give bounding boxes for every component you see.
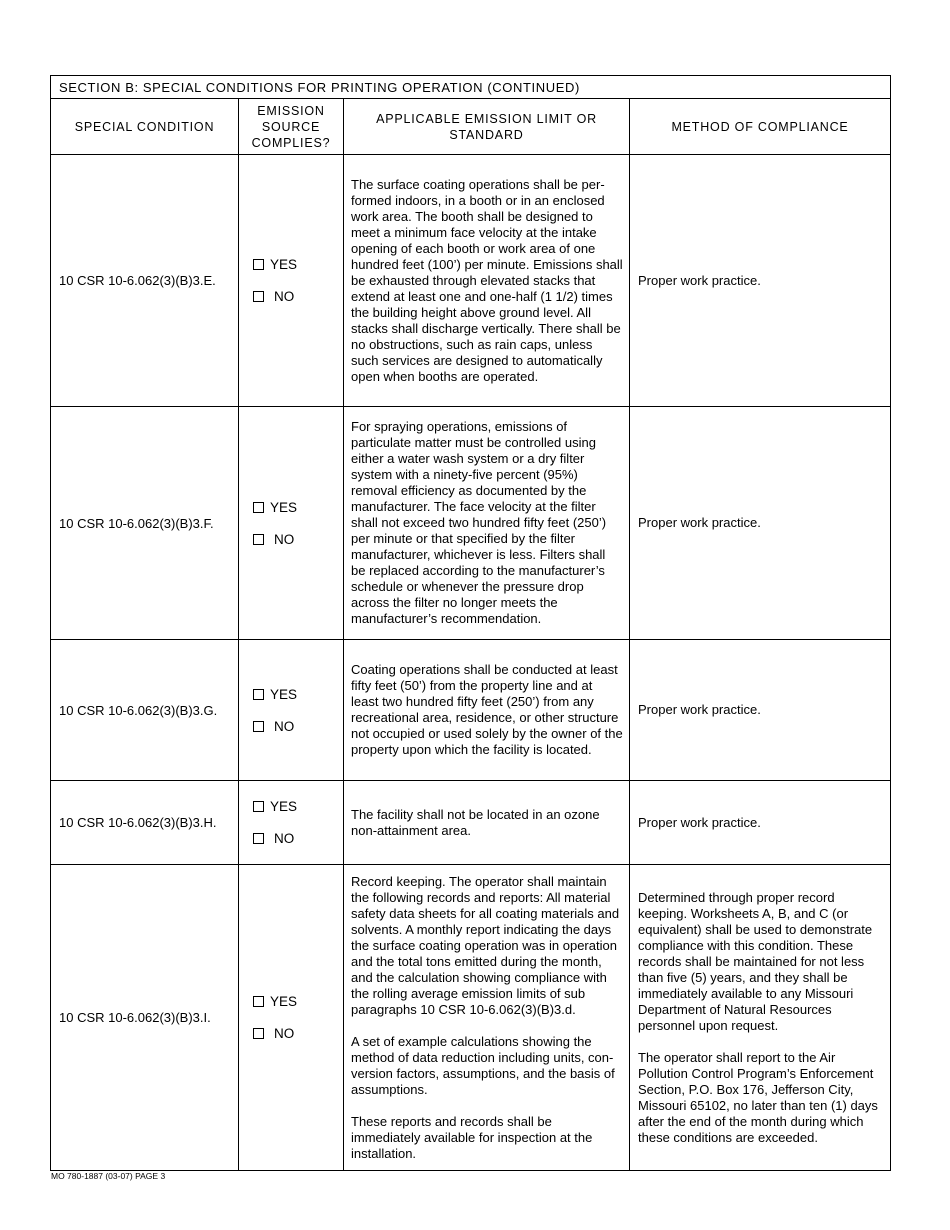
header-applicable-standard: APPLICABLE EMISSION LIMIT OR STANDARD (344, 99, 630, 155)
no-option[interactable] (253, 1026, 343, 1042)
standard-paragraph: The surface coating operations shall be per-formed indoors, in a booth or in an enclosed work area. The booth shall be designed to meet a minimum face velocity at the intake opening of each booth or work area of one hundred feet (100’) per minute. Emissions shall be exhausted through elevated stacks that extend at least one and one-half (1 1/2) times the building height above ground level. All stacks shall discharge vertically. There shall be no obstructions, such as rain caps, unless such services are designed to automatically open when booths are operated. (351, 176, 623, 384)
special-condition-cell: 10 CSR 10-6.062(3)(B)3.G. (51, 640, 239, 781)
yes-checkbox[interactable] (253, 259, 264, 270)
method-of-compliance-cell (630, 865, 891, 1171)
special-condition-cell: 10 CSR 10-6.062(3)(B)3.I. (51, 865, 239, 1171)
standard-paragraph: Record keeping. The operator shall maintain the following records and reports: All material safety data sheets for all coating materials and solvents. A monthly report indicating the days the surface coating operation was in operation and the total tons emitted during the month, and the calculation showing compliance with the rolling average emission limits of sub paragraphs 10 CSR 10-6.062(3)(B)3.d. (351, 873, 620, 1017)
method-paragraph: Proper work practice. (638, 515, 761, 530)
complies-cell (239, 640, 344, 781)
section-title: SECTION B: SPECIAL CONDITIONS FOR PRINTING OPERATION (CONTINUED) (51, 76, 891, 99)
no-checkbox[interactable] (253, 534, 264, 545)
no-label: NO (274, 289, 295, 304)
no-option[interactable] (253, 718, 343, 734)
no-label: NO (274, 531, 295, 547)
complies-cell (239, 155, 344, 407)
standard-paragraph: For spraying operations, emissions of particulate matter must be controlled using either a water wash system or a dry filter system with a ninety-five percent (95%) removal efficiency as documented by the manufacturer. The face velocity at the filter shall not exceed two hundred fifty feet (250’) per minute or that specified by the filter manufacturer, whichever is less. Filters shall be replaced according to the manufacturer’s schedule or whenever the pressure drop across the filter no longer meets the manufacturer’s recommendation. (351, 419, 607, 626)
applicable-standard-cell (344, 155, 630, 407)
no-checkbox[interactable] (253, 1028, 264, 1039)
condition-row (51, 640, 891, 781)
special-conditions-table (50, 75, 891, 1171)
form-footer: MO 780-1887 (03-07) PAGE 3 (51, 1171, 166, 1181)
standard-paragraph: These reports and records shall be immediately available for inspection at the installation. (351, 1113, 593, 1161)
yes-option[interactable] (253, 994, 343, 1010)
yes-label: YES (270, 799, 298, 814)
complies-cell (239, 407, 344, 640)
yes-checkbox[interactable] (253, 689, 264, 700)
no-option[interactable] (253, 289, 343, 305)
special-condition-cell: 10 CSR 10-6.062(3)(B)3.E. (51, 155, 239, 407)
yes-label: YES (270, 994, 298, 1009)
method-of-compliance-cell (630, 155, 891, 407)
yes-option[interactable] (253, 499, 343, 515)
method-paragraph: The operator shall report to the Air Pollution Control Program’s Enforcement Section, P.O. Box 176, Jefferson City, Missouri 65102, no later than ten (1) days after the end of the month during which these conditions are exceeded. (638, 1049, 878, 1145)
method-of-compliance-cell (630, 781, 891, 865)
special-condition-cell: 10 CSR 10-6.062(3)(B)3.H. (51, 781, 239, 865)
method-of-compliance-cell (630, 640, 891, 781)
no-label: NO (274, 1026, 295, 1041)
applicable-standard-cell (344, 640, 630, 781)
method-of-compliance-cell (630, 407, 891, 640)
applicable-standard-cell (344, 407, 630, 640)
no-label: NO (274, 718, 295, 734)
standard-paragraph: The facility shall not be located in an ozone non-attainment area. (351, 806, 600, 838)
yes-option[interactable] (253, 686, 343, 702)
condition-row (51, 781, 891, 865)
yes-option[interactable] (253, 257, 343, 273)
header-method-of-compliance: METHOD OF COMPLIANCE (630, 99, 891, 155)
yes-checkbox[interactable] (253, 996, 264, 1007)
no-checkbox[interactable] (253, 291, 264, 302)
yes-checkbox[interactable] (253, 502, 264, 513)
no-label: NO (274, 831, 295, 846)
method-paragraph: Determined through proper record keeping. Worksheets A, B, and C (or equivalent) shall be used to demonstrate compliance with this condition. These records shall be maintained for not less than five (5) years, and they shall be immediately available to any Missouri Department of Natural Resources personnel upon request. (638, 889, 873, 1033)
yes-label: YES (270, 499, 298, 515)
header-emission-source-complies: EMISSION SOURCE COMPLIES? (239, 99, 344, 155)
yes-label: YES (270, 686, 298, 702)
method-paragraph: Proper work practice. (638, 814, 761, 830)
yes-label: YES (270, 257, 298, 272)
no-option[interactable] (253, 831, 343, 847)
complies-cell (239, 865, 344, 1171)
applicable-standard-cell (344, 781, 630, 865)
condition-row (51, 155, 891, 407)
no-checkbox[interactable] (253, 833, 264, 844)
header-special-condition: SPECIAL CONDITION (51, 99, 239, 155)
special-condition-cell: 10 CSR 10-6.062(3)(B)3.F. (51, 407, 239, 640)
yes-checkbox[interactable] (253, 801, 264, 812)
applicable-standard-cell (344, 865, 630, 1171)
standard-paragraph: A set of example calculations showing the method of data reduction including units, con-version factors, assumptions, and the basis of assumptions. (351, 1033, 615, 1097)
no-option[interactable] (253, 531, 343, 547)
yes-option[interactable] (253, 799, 343, 815)
condition-row (51, 407, 891, 640)
method-paragraph: Proper work practice. (638, 702, 761, 717)
no-checkbox[interactable] (253, 721, 264, 732)
complies-cell (239, 781, 344, 865)
standard-paragraph: Coating operations shall be conducted at least fifty feet (50’) from the property line and at least two hundred fifty feet (250’) from any recreational area, residence, or other structure not occupied or used solely by the owner of the property upon which the facility is located. (351, 662, 623, 757)
method-paragraph: Proper work practice. (638, 272, 761, 288)
condition-row (51, 865, 891, 1171)
